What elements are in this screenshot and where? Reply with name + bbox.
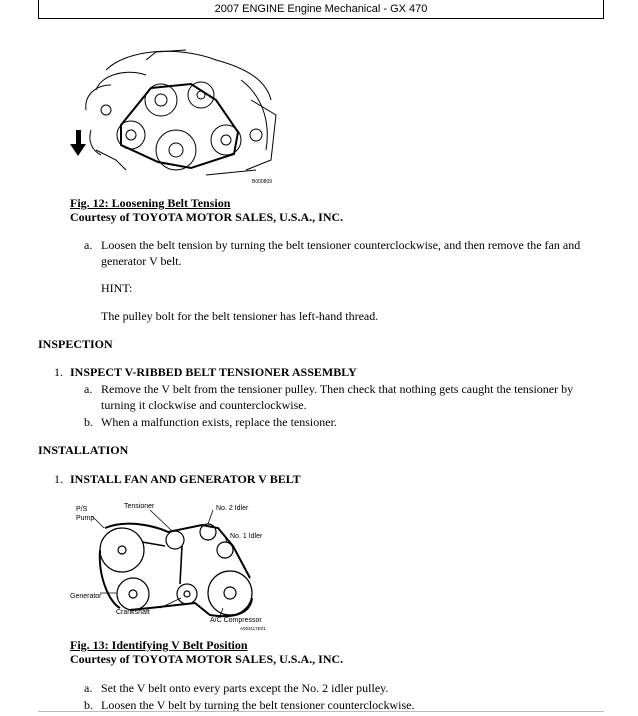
figure-13-belt-diagram bbox=[70, 498, 290, 634]
label-crankshaft: Crankshaft bbox=[116, 609, 150, 616]
inspection-substep-a-letter: a. bbox=[84, 382, 93, 396]
installation-heading: INSTALLATION bbox=[38, 443, 129, 457]
label-ac-compressor: A/C Compressor bbox=[210, 617, 262, 624]
fig13-courtesy: Courtesy of TOYOTA MOTOR SALES, U.S.A., INC. bbox=[70, 652, 344, 666]
fig13-code: A053117E01 bbox=[240, 626, 266, 631]
installation-step-title: INSTALL FAN AND GENERATOR V BELT bbox=[70, 472, 301, 486]
hint-text: The pulley bolt for the belt tensioner has left-hand thread. bbox=[101, 309, 379, 323]
fig12-courtesy: Courtesy of TOYOTA MOTOR SALES, U.S.A., INC. bbox=[70, 210, 344, 224]
fig13-caption: Fig. 13: Identifying V Belt Position bbox=[70, 638, 248, 652]
removal-step-text: Loosen the belt tension by turning the belt tensioner counterclockwise, and then remove the fan and generator V belt. bbox=[101, 238, 581, 268]
label-generator: Generator bbox=[70, 593, 102, 600]
installation-step-num: 1. bbox=[54, 472, 63, 486]
inspection-heading: INSPECTION bbox=[38, 337, 113, 351]
inspection-substep-a-text: Remove the V belt from the tensioner pulley. Then check that nothing gets caught the tensioner by turning it clockwise and counterclockwise. bbox=[101, 382, 574, 412]
page-bottom-rule bbox=[38, 711, 604, 712]
hint-label: HINT: bbox=[101, 281, 133, 295]
inspection-step-title: INSPECT V-RIBBED BELT TENSIONER ASSEMBLY bbox=[70, 365, 357, 379]
label-ps-pump-2: Pump bbox=[76, 515, 95, 522]
inspection-substep-b-text: When a malfunction exists, replace the tensioner. bbox=[101, 415, 337, 429]
removal-step-letter: a. bbox=[84, 238, 93, 252]
installation-substep-a-letter: a. bbox=[84, 681, 93, 695]
installation-substep-b-letter: b. bbox=[84, 698, 93, 712]
installation-substep-a-text: Set the V belt onto every parts except the No. 2 idler pulley. bbox=[101, 681, 389, 695]
label-tensioner: Tensioner bbox=[124, 503, 155, 510]
fig12-caption: Fig. 12: Loosening Belt Tension bbox=[70, 196, 231, 210]
page-header: 2007 ENGINE Engine Mechanical - GX 470 bbox=[38, 0, 604, 19]
figure-12-illustration bbox=[66, 40, 286, 190]
fig12-code: B000809 bbox=[252, 179, 273, 185]
label-no1-idler: No. 1 Idler bbox=[230, 533, 263, 540]
label-ps-pump-1: P/S bbox=[76, 506, 88, 513]
installation-substep-b-text: Loosen the V belt by turning the belt tensioner counterclockwise. bbox=[101, 698, 415, 712]
inspection-step-num: 1. bbox=[54, 365, 63, 379]
inspection-substep-b-letter: b. bbox=[84, 415, 93, 429]
label-no2-idler: No. 2 Idler bbox=[216, 505, 249, 512]
